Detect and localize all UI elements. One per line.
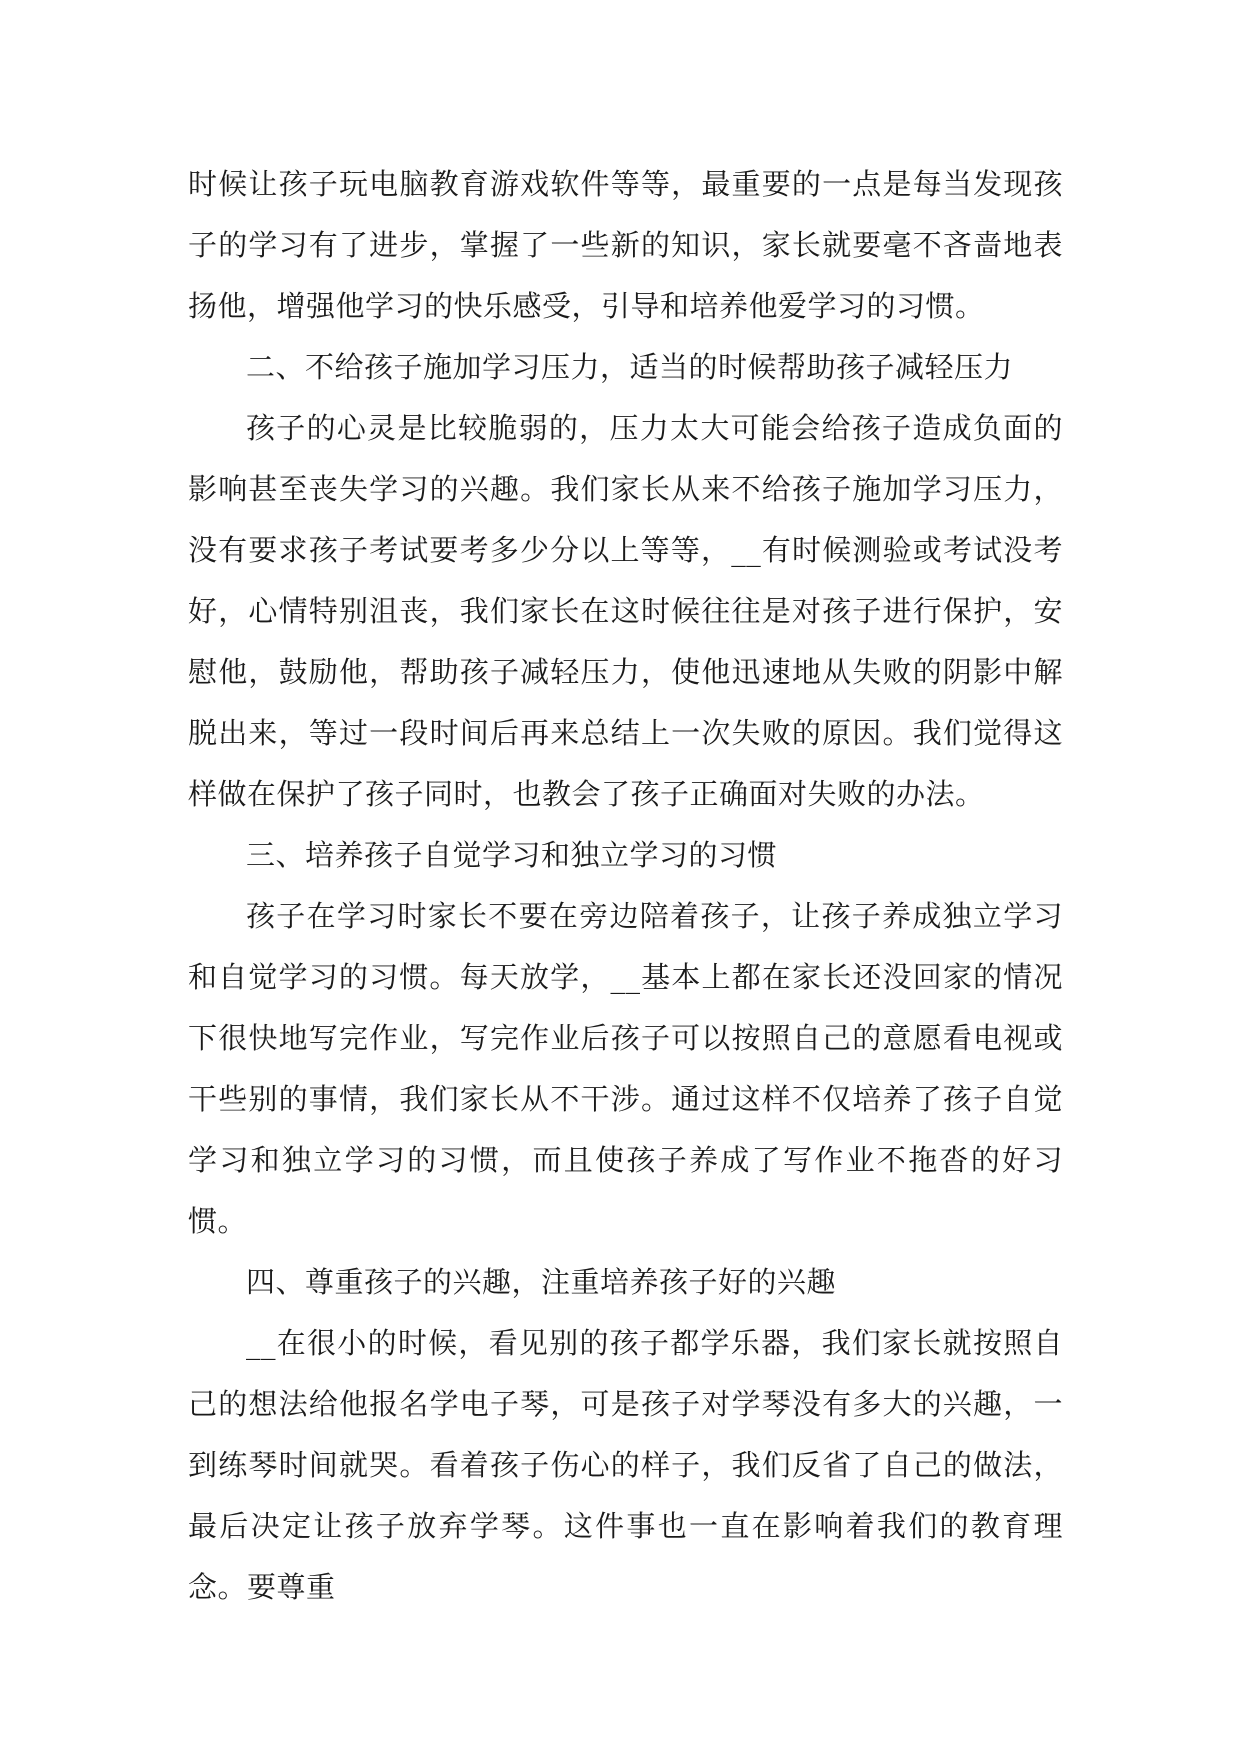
section-heading-4: 四、尊重孩子的兴趣，注重培养孩子好的兴趣: [246, 1265, 837, 1299]
document-body: [188, 154, 1063, 1618]
paragraph-pressure: 孩子的心灵是比较脆弱的，压力太大可能会给孩子造成负面的影响甚至丧失学习的兴趣。我们家长从来不给孩子施加学习压力，没有要求孩子考试要考多少分以上等等，__有时候测验或考试没考好，心情特别沮丧，我们家长在这时候往往是对孩子进行保护，安慰他，鼓励他，帮助孩子减轻压力，使他迅速地从失败的阴影中解脱出来，等过一段时间后再来总结上一次失败的原因。我们觉得这样做在保护了孩子同时，也教会了孩子正确面对失败的办法。: [188, 411, 1063, 811]
paragraph-interests: __在很小的时候，看见别的孩子都学乐器，我们家长就按照自己的想法给他报名学电子琴，可是孩子对学琴没有多大的兴趣，一到练琴时间就哭。看着孩子伤心的样子，我们反省了自己的做法，最后决定让孩子放弃学琴。这件事也一直在影响着我们的教育理念。要尊重: [188, 1326, 1063, 1604]
section-heading-3: 三、培养孩子自觉学习和独立学习的习惯: [246, 838, 778, 872]
paragraph-independent-study: 孩子在学习时家长不要在旁边陪着孩子，让孩子养成独立学习和自觉学习的习惯。每天放学，__基本上都在家长还没回家的情况下很快地写完作业，写完作业后孩子可以按照自己的意愿看电视或干些别的事情，我们家长从不干涉。通过这样不仅培养了孩子自觉学习和独立学习的习惯，而且使孩子养成了写作业不拖沓的好习惯。: [188, 899, 1063, 1238]
paragraph-continuation: 时候让孩子玩电脑教育游戏软件等等，最重要的一点是每当发现孩子的学习有了进步，掌握了一些新的知识，家长就要毫不吝啬地表扬他，增强他学习的快乐感受，引导和培养他爱学习的习惯。: [188, 167, 1063, 323]
section-heading-2: 二、不给孩子施加学习压力，适当的时候帮助孩子减轻压力: [246, 350, 1014, 384]
